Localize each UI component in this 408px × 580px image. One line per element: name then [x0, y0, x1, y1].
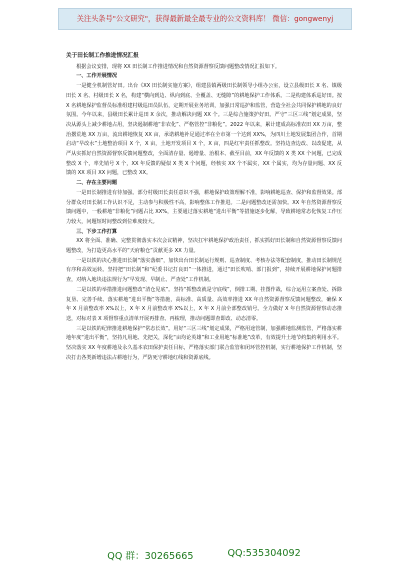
body-paragraph: 二是以铁的举措推进问题整改“清仓见底”。坚持“抓整改就是守底线”，倒排工期、挂图作战，综合运用立案查处、拆除复垦、完善手续、落实耕地“进出平衡”等措施，高标准、高质量、高效率推进 XX 年自然资源督察反馈问题整改，确保 X 年 X 月前整改率 X%以上，X 年 X 月前整改率 X%以上，X 年 X 月前全部整改销号。全力做好 X 年自然资源督察动态推送，对标对表 X 项督察重点清单开展再排查、再梳理，推动问题即查即改、动态清零。 — [66, 286, 342, 322]
promo-banner-text: 关注头条号"公文研究"，获得最新最全最专业的公文资料库！ 微信：gongwenyj — [76, 14, 334, 23]
document-page — [66, 52, 342, 364]
body-paragraph: 三是以铁的纪律推进耕地保护“常态长效”。用好“三区三线”划定成果，严格用途管制，加强耕地监测监管，严格落实耕地年度“进出平衡”，坚持凡用地、先把关，深化“亩均论英雄”和工业用地“标准地”改革，有效提升土地节约集约利用水平。坚决落实 XX 年度耕地及永久基本农田保护责任目标，严格落实部门联合监管和闭环管控机制，实行耕地保护工作机制，坚决打击各类新增违法占耕地行为，严防死守耕地红线和资源底线。 — [66, 325, 342, 361]
section-heading: 三、下步工作打算 — [76, 228, 117, 235]
qq-group-number: QQ 群：30265665 — [107, 551, 194, 562]
body-paragraph: 一是以铁的决心推进田长制“落实落细”，加快出台田长制运行规则、巡查制度、考核办法等配套制度，推动田长制规范有序和高效运转。坚持把“田长制”和“纪委书记打良田”一体推进，通过“田长吹哨、部门报到”，持续开展耕地保护问题排查，对纳入地块违法规行为“早发现、早制止、严查处”工作机制。 — [66, 257, 342, 284]
body-paragraph: XX 将全面、准确、完整贯彻落实本次会议精神，坚决扛牢耕地保护政治责任，抓实抓好田长制和自然资源督察反馈问题整改，为打造更高水平的“天府粮仓”贡献更多 XX 力量。 — [66, 238, 342, 255]
document-body — [66, 63, 342, 364]
qq-id: QQ:535304092 — [227, 548, 301, 559]
section-heading: 一、工作开展情况 — [76, 73, 117, 80]
contact-footer — [0, 548, 408, 564]
body-paragraph: 一是健全机制管好田。出台《XX 田长制实施方案》，组建县镇两级田长制领导小组办公室，设立县级田长 X 名、镇级田长 X 名、村级田长 X 名，构建“横向到边、纵向到底、全覆盖、无缝隙”的耕地保护工作体系。二是构建体系巡好田。按 X 名耕地保护监督员标准组建村级巡田员队伍，定期开展业务培训，加强日常巡护和监管，营造全社会共同保护耕地的良好氛围。今年以来，县级田长累计巡田 X 余次，推动解决问题 XX 个。三是综合施策护好田。严守“三区三线”划定成果，坚决从源头上减少耕地占用，坚决遏制耕地“非农化”、严格管控“非粮化”。2022 年以来，累计建成高标准农田 XX 万亩，整治撂荒地 XX 万亩，流出耕地恢复 XX 亩，承诺耕地补足通过率在全市第一个达到 XX%，为四川土地发展集团合作，首期启动“早改水”土地整治项目 X 个，X 亩，土地开发项目 X 个，X 亩，四是红牢责任抓整改。坚持边查边改、以改促建，从严从实抓好自然资源督察反馈问题整改，全面清存量、遏增量、治根本、截至目前，XX 年反馈的 X 类 XX 个问题，已完成整改 X 个，率先销号 X 个，XX 年反馈的疑似 X 类 X 个问题，经核实 XX 个不属实，XX 个属实，均为存量问题、XX 反馈的 XX 项目 XX 问题，已整改 XX。 — [66, 83, 342, 177]
document-title: 关于田长制工作推进情况汇报 — [66, 53, 139, 59]
body-paragraph: 一是田长制推进有待加强。部分村级田长责任意识不强，耕地保护政策理解不准，影响耕地巡查、保护和监督效果。部分群众对田长制工作认识不足，主动参与积极性不高，影响整体工作推进。二是问题整改还需加快。XX 年自然资源督察反馈问题中，一般耕地“非粮化”问题占比 XX%，主要通过落实耕地“进出平衡”等措施逐步化解，导致耕地常态化恢复工作压力较大，问题短时间整改到位难度较大。 — [66, 189, 342, 225]
section-heading: 二、存在主要问题 — [76, 180, 117, 187]
body-paragraph: 根据会议安排，现将 XX 田长制工作推进情况和自然资源督察反馈问题整改情况汇报如下。 — [76, 63, 280, 70]
promo-banner — [58, 8, 352, 30]
